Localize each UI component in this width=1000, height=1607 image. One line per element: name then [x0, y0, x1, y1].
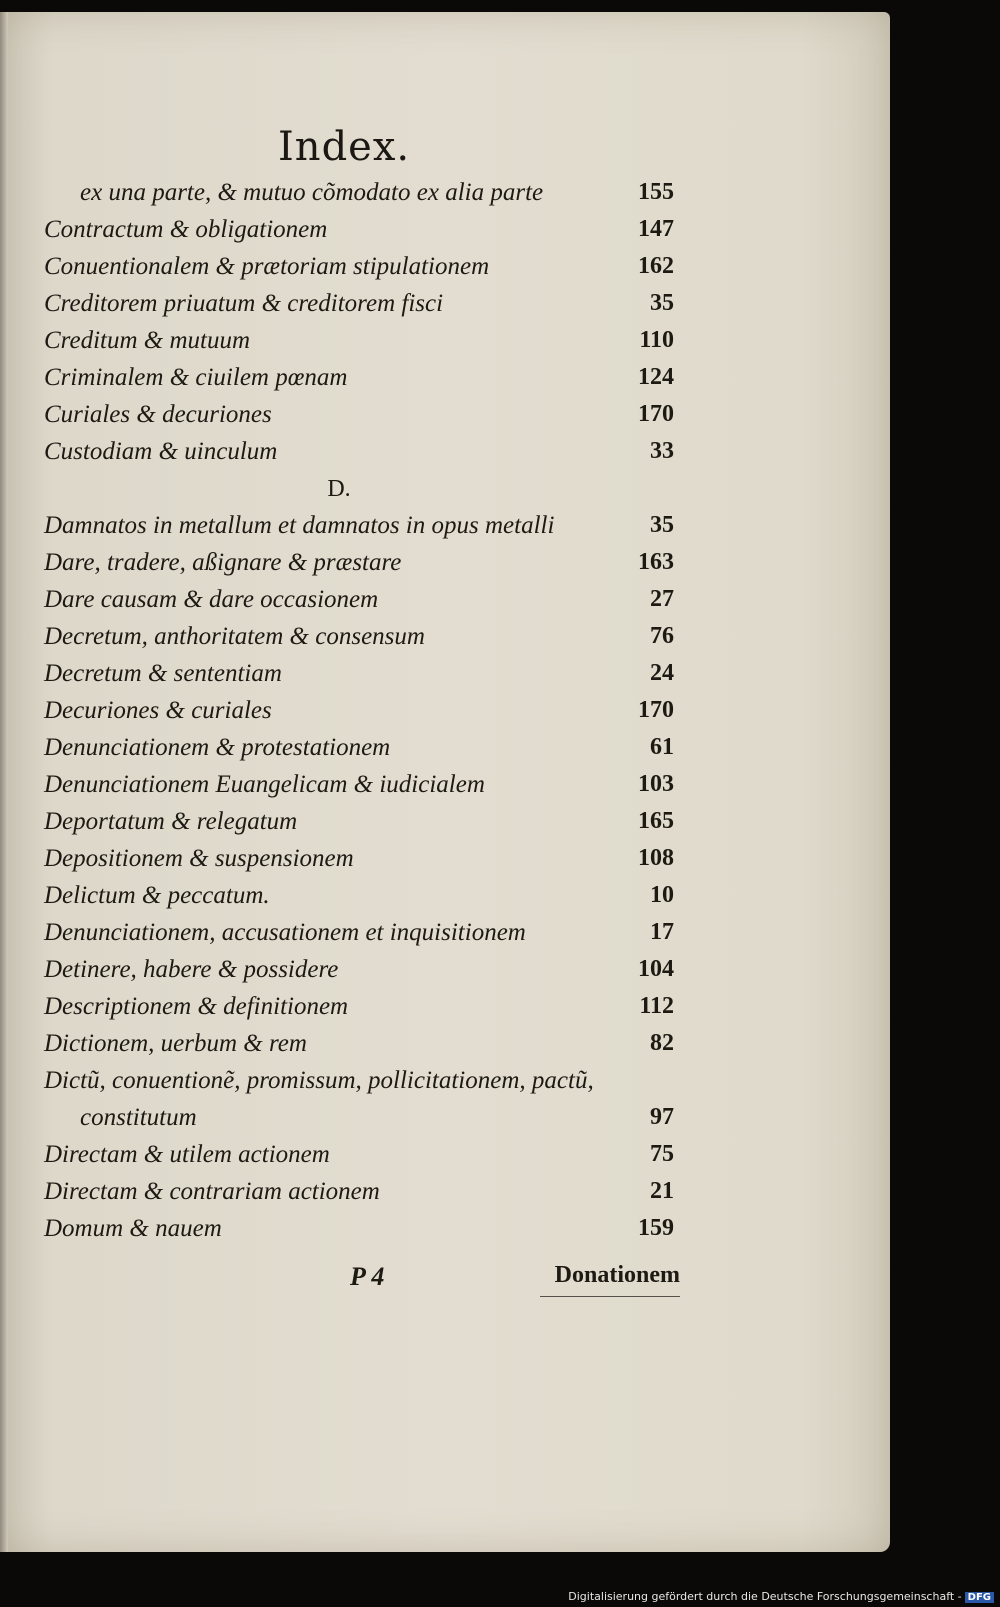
entry-page-number: 24 [650, 660, 674, 686]
entry-term: Denunciationem & protestationem [44, 734, 391, 761]
entry-term: Creditorem priuatum & creditorem fisci [44, 290, 444, 317]
entry-page-number: 104 [638, 956, 674, 982]
entry-page-number: 10 [650, 882, 674, 908]
entry-term: Custodiam & uinculum [44, 438, 278, 465]
index-entry [44, 1173, 674, 1210]
entry-page-number: 112 [639, 993, 674, 1019]
index-entry [44, 840, 674, 877]
entry-page-number: 162 [638, 253, 674, 279]
index-entry [44, 1210, 674, 1247]
catchword-rule [540, 1296, 680, 1297]
entry-term: Curiales & decuriones [44, 401, 272, 428]
index-entry [44, 581, 674, 618]
entry-term: Denunciationem, accusationem et inquisitionem [44, 919, 526, 946]
index-entry [44, 729, 674, 766]
entry-page-number: 159 [638, 1215, 674, 1241]
entry-page-number: 170 [638, 401, 674, 427]
entry-page-number: 17 [650, 919, 674, 945]
entry-page-number: 108 [638, 845, 674, 871]
index-entry [44, 322, 674, 359]
index-entry [44, 988, 674, 1025]
entry-page-number: 165 [638, 808, 674, 834]
entry-page-number: 82 [650, 1030, 674, 1056]
index-entry [44, 951, 674, 988]
entry-page-number: 35 [650, 290, 674, 316]
entry-term: Delictum & peccatum. [44, 882, 270, 909]
entry-term: D. [327, 476, 351, 502]
entry-page-number: 33 [650, 438, 674, 464]
entry-page-number: 163 [638, 549, 674, 575]
index-entry [44, 359, 674, 396]
entry-term: Deportatum & relegatum [44, 808, 298, 835]
entry-page-number: 170 [638, 697, 674, 723]
entry-term: Decuriones & curiales [44, 697, 272, 724]
index-entry [44, 803, 674, 840]
index-entry [44, 877, 674, 914]
entry-term: Depositionem & suspensionem [44, 845, 354, 872]
entry-term: Dictionem, uerbum & rem [44, 1030, 307, 1057]
entry-term: Domum & nauem [44, 1215, 222, 1242]
entry-page-number: 27 [650, 586, 674, 612]
index-entry [44, 396, 674, 433]
index-entry [44, 1062, 674, 1099]
section-letter [44, 470, 674, 507]
catchword: Donationem [554, 1262, 680, 1288]
entry-term: constitutum [80, 1104, 197, 1131]
book-page [0, 12, 890, 1552]
entry-term: Decretum & sententiam [44, 660, 282, 687]
entry-term: Detinere, habere & possidere [44, 956, 339, 983]
entry-term: Contractum & obligationem [44, 216, 328, 243]
index-entry [44, 1136, 674, 1173]
entry-term: Creditum & mutuum [44, 327, 251, 354]
index-entry [44, 1025, 674, 1062]
entry-term: Directam & contrariam actionem [44, 1178, 380, 1205]
dfg-logo: DFG [965, 1592, 994, 1603]
index-entry [44, 692, 674, 729]
entry-term: Damnatos in metallum et damnatos in opus metalli [44, 512, 555, 539]
entry-term: Dare causam & dare occasionem [44, 586, 379, 613]
entry-term: Dare, tradere, aßignare & præstare [44, 549, 402, 576]
index-entry [44, 766, 674, 803]
entry-term: Dictũ, conuentionẽ, promissum, pollicitationem, pactũ, [44, 1067, 594, 1094]
entry-term: Directam & utilem actionem [44, 1141, 330, 1168]
index-entry [44, 655, 674, 692]
page-header: Index. [278, 124, 411, 170]
entry-term: Decretum, anthoritatem & consensum [44, 623, 425, 650]
index-entries [44, 174, 674, 1247]
entry-page-number: 110 [639, 327, 674, 353]
page-gutter-edge [0, 12, 8, 1552]
index-entry [44, 1099, 674, 1136]
index-entry [44, 211, 674, 248]
entry-term: Descriptionem & definitionem [44, 993, 349, 1020]
index-entry [44, 914, 674, 951]
index-entry [44, 248, 674, 285]
credit-text: Digitalisierung gefördert durch die Deutsche Forschungsgemeinschaft - [568, 1590, 962, 1603]
index-entry [44, 433, 674, 470]
entry-term: ex una parte, & mutuo cõmodato ex alia parte [80, 179, 544, 206]
index-entry [44, 507, 674, 544]
entry-page-number: 124 [638, 364, 674, 390]
entry-page-number: 21 [650, 1178, 674, 1204]
entry-page-number: 97 [650, 1104, 674, 1130]
entry-term: Denunciationem Euangelicam & iudicialem [44, 771, 485, 798]
index-entry [44, 618, 674, 655]
entry-term: Conuentionalem & prætoriam stipulationem [44, 253, 490, 280]
digitization-credit [568, 1590, 994, 1603]
entry-page-number: 147 [638, 216, 674, 242]
entry-page-number: 75 [650, 1141, 674, 1167]
index-entry [44, 174, 674, 211]
index-entry [44, 544, 674, 581]
entry-page-number: 155 [638, 179, 674, 205]
index-entry [44, 285, 674, 322]
entry-page-number: 35 [650, 512, 674, 538]
entry-page-number: 76 [650, 623, 674, 649]
entry-term: Criminalem & ciuilem pœnam [44, 364, 348, 391]
entry-page-number: 61 [650, 734, 674, 760]
signature-mark: P 4 [350, 1262, 385, 1291]
entry-page-number: 103 [638, 771, 674, 797]
